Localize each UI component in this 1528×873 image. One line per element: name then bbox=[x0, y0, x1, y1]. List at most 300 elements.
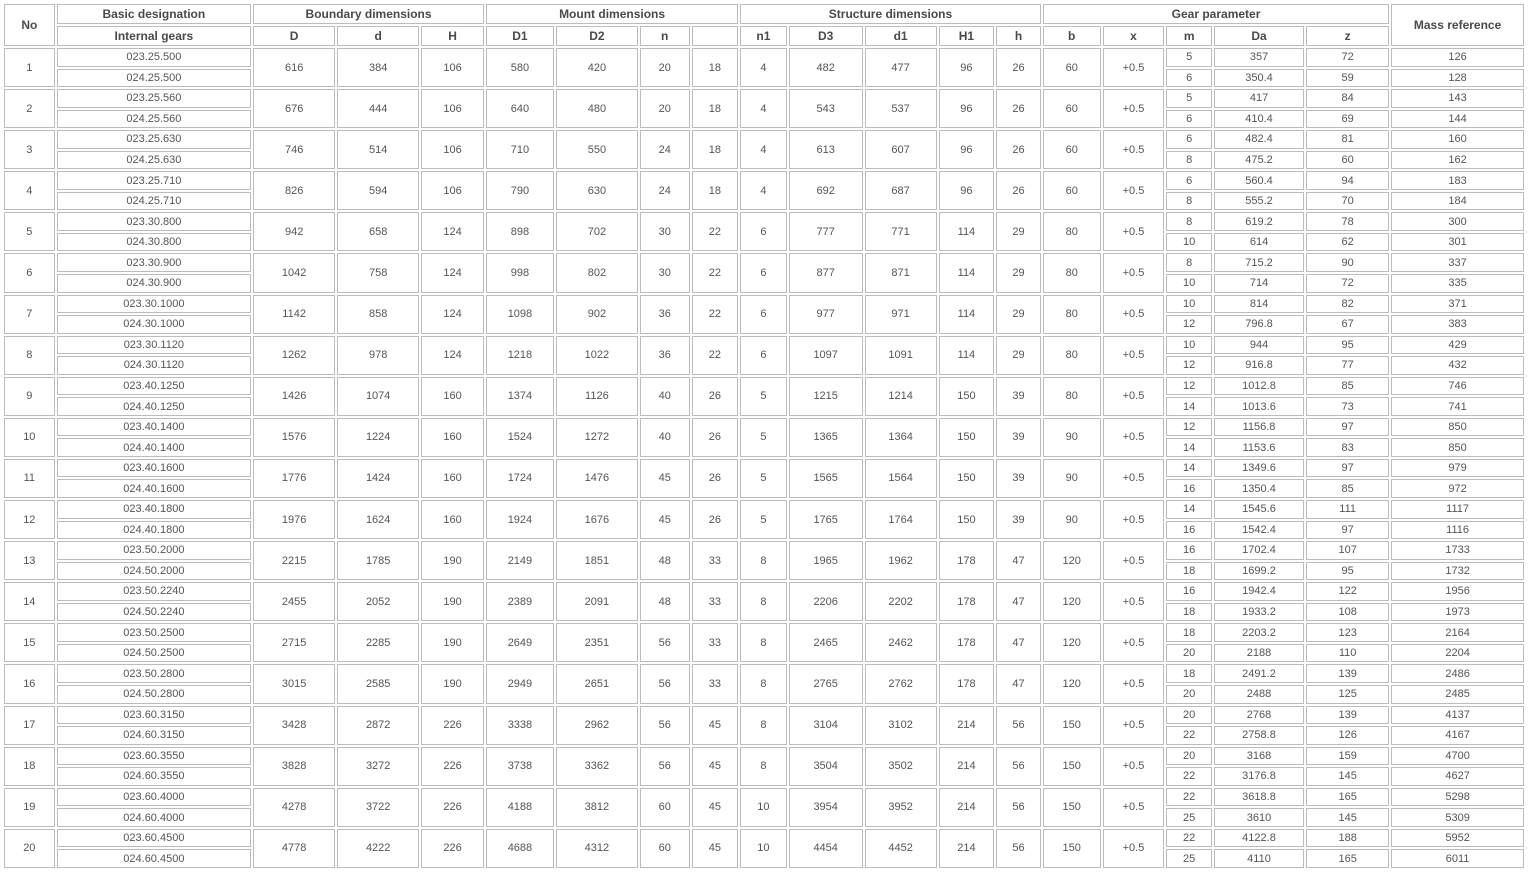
cell-H1: 214 bbox=[939, 706, 995, 745]
cell-mass: 1973 bbox=[1391, 603, 1524, 622]
cell-D2: 420 bbox=[556, 48, 638, 87]
cell-D: 1262 bbox=[253, 336, 335, 375]
cell-z: 62 bbox=[1306, 233, 1389, 252]
cell-H: 106 bbox=[421, 89, 484, 128]
cell-Da: 1942.4 bbox=[1214, 582, 1304, 601]
cell-D1: 998 bbox=[486, 253, 554, 292]
cell-mass: 4700 bbox=[1391, 747, 1524, 766]
row-number: 11 bbox=[4, 459, 55, 498]
header-col-m: m bbox=[1166, 26, 1212, 46]
cell-d: 4222 bbox=[337, 829, 419, 868]
cell-H1: 178 bbox=[939, 664, 995, 703]
cell-h: 56 bbox=[996, 788, 1041, 827]
cell-d1: 607 bbox=[865, 130, 937, 169]
cell-h: 39 bbox=[996, 377, 1041, 416]
cell-b: 80 bbox=[1043, 212, 1101, 251]
designation-cell: 024.25.710 bbox=[57, 192, 251, 211]
cell-h: 29 bbox=[996, 295, 1041, 334]
cell-m: 16 bbox=[1166, 541, 1212, 560]
cell-d: 858 bbox=[337, 295, 419, 334]
cell-h: 29 bbox=[996, 212, 1041, 251]
cell-Da: 417 bbox=[1214, 89, 1304, 108]
cell-b: 90 bbox=[1043, 500, 1101, 539]
header-col-d1: d1 bbox=[865, 26, 937, 46]
cell-H1: 96 bbox=[939, 130, 995, 169]
cell-b: 90 bbox=[1043, 459, 1101, 498]
cell-x: +0.5 bbox=[1103, 623, 1165, 662]
cell-b: 150 bbox=[1043, 829, 1101, 868]
designation-cell: 023.25.560 bbox=[57, 89, 251, 108]
cell-b: 90 bbox=[1043, 418, 1101, 457]
cell-d1: 3952 bbox=[865, 788, 937, 827]
cell-d: 3272 bbox=[337, 747, 419, 786]
cell-z: 72 bbox=[1306, 274, 1389, 293]
designation-cell: 024.40.1800 bbox=[57, 521, 251, 540]
cell-H1: 178 bbox=[939, 582, 995, 621]
cell-z: 139 bbox=[1306, 706, 1389, 725]
cell-H: 124 bbox=[421, 295, 484, 334]
cell-z: 73 bbox=[1306, 397, 1389, 416]
cell-D2: 550 bbox=[556, 130, 638, 169]
cell-n: 30 bbox=[640, 212, 690, 251]
cell-D2: 3362 bbox=[556, 747, 638, 786]
cell-D1: 1924 bbox=[486, 500, 554, 539]
cell-Da: 1699.2 bbox=[1214, 562, 1304, 581]
designation-cell: 024.60.3150 bbox=[57, 726, 251, 745]
cell-H1: 96 bbox=[939, 89, 995, 128]
cell-d1: 1091 bbox=[865, 336, 937, 375]
cell-x: +0.5 bbox=[1103, 171, 1165, 210]
cell-D3: 3104 bbox=[789, 706, 863, 745]
cell-D2: 2651 bbox=[556, 664, 638, 703]
cell-D1: 710 bbox=[486, 130, 554, 169]
cell-H1: 214 bbox=[939, 829, 995, 868]
cell-D3: 613 bbox=[789, 130, 863, 169]
designation-cell: 023.50.2240 bbox=[57, 582, 251, 601]
cell-n: 60 bbox=[640, 829, 690, 868]
cell-Da: 944 bbox=[1214, 336, 1304, 355]
cell-Da: 1349.6 bbox=[1214, 459, 1304, 478]
cell-n: 56 bbox=[640, 747, 690, 786]
cell-x: +0.5 bbox=[1103, 418, 1165, 457]
cell-D2: 1272 bbox=[556, 418, 638, 457]
cell-D1: 2649 bbox=[486, 623, 554, 662]
header-boundary-dimensions: Boundary dimensions bbox=[253, 4, 484, 24]
cell-b: 120 bbox=[1043, 541, 1101, 580]
cell-H1: 96 bbox=[939, 48, 995, 87]
cell-D2: 3812 bbox=[556, 788, 638, 827]
cell-x: +0.5 bbox=[1103, 48, 1165, 87]
cell-Da: 1012.8 bbox=[1214, 377, 1304, 396]
cell-z: 84 bbox=[1306, 89, 1389, 108]
cell-mass: 4627 bbox=[1391, 767, 1524, 786]
cell-n1: 10 bbox=[740, 788, 787, 827]
cell-mass: 1733 bbox=[1391, 541, 1524, 560]
cell-bolt: 22 bbox=[692, 295, 739, 334]
designation-cell: 024.60.4000 bbox=[57, 808, 251, 827]
cell-b: 150 bbox=[1043, 706, 1101, 745]
cell-H: 190 bbox=[421, 541, 484, 580]
table-row bbox=[4, 664, 1524, 683]
cell-Da: 2758.8 bbox=[1214, 726, 1304, 745]
cell-bolt: 26 bbox=[692, 418, 739, 457]
cell-n: 40 bbox=[640, 377, 690, 416]
cell-d1: 3502 bbox=[865, 747, 937, 786]
cell-z: 82 bbox=[1306, 295, 1389, 314]
cell-m: 16 bbox=[1166, 582, 1212, 601]
cell-m: 10 bbox=[1166, 233, 1212, 252]
cell-D: 676 bbox=[253, 89, 335, 128]
cell-n1: 6 bbox=[740, 336, 787, 375]
cell-m: 5 bbox=[1166, 48, 1212, 67]
cell-mass: 1956 bbox=[1391, 582, 1524, 601]
cell-D3: 3954 bbox=[789, 788, 863, 827]
designation-cell: 024.50.2000 bbox=[57, 562, 251, 581]
cell-mass: 2204 bbox=[1391, 644, 1524, 663]
cell-mass: 383 bbox=[1391, 315, 1524, 334]
row-number: 9 bbox=[4, 377, 55, 416]
cell-d1: 3102 bbox=[865, 706, 937, 745]
cell-H1: 150 bbox=[939, 377, 995, 416]
cell-z: 94 bbox=[1306, 171, 1389, 190]
cell-x: +0.5 bbox=[1103, 377, 1165, 416]
cell-m: 10 bbox=[1166, 295, 1212, 314]
cell-D3: 1765 bbox=[789, 500, 863, 539]
cell-D1: 2149 bbox=[486, 541, 554, 580]
cell-H1: 114 bbox=[939, 336, 995, 375]
cell-z: 110 bbox=[1306, 644, 1389, 663]
cell-h: 26 bbox=[996, 48, 1041, 87]
cell-Da: 714 bbox=[1214, 274, 1304, 293]
cell-n1: 4 bbox=[740, 130, 787, 169]
cell-H1: 214 bbox=[939, 788, 995, 827]
cell-z: 70 bbox=[1306, 192, 1389, 211]
cell-n1: 4 bbox=[740, 89, 787, 128]
cell-Da: 3176.8 bbox=[1214, 767, 1304, 786]
table-row bbox=[4, 500, 1524, 519]
cell-m: 20 bbox=[1166, 747, 1212, 766]
designation-cell: 023.60.3150 bbox=[57, 706, 251, 725]
cell-d: 444 bbox=[337, 89, 419, 128]
table-row bbox=[4, 706, 1524, 725]
header-internal-gears: Internal gears bbox=[57, 26, 251, 46]
cell-Da: 1350.4 bbox=[1214, 479, 1304, 498]
cell-mass: 1116 bbox=[1391, 521, 1524, 540]
cell-D3: 3504 bbox=[789, 747, 863, 786]
cell-h: 47 bbox=[996, 582, 1041, 621]
designation-cell: 023.60.3550 bbox=[57, 747, 251, 766]
cell-z: 95 bbox=[1306, 336, 1389, 355]
cell-z: 122 bbox=[1306, 582, 1389, 601]
designation-cell: 023.40.1800 bbox=[57, 500, 251, 519]
designation-cell: 024.50.2500 bbox=[57, 644, 251, 663]
header-gear-parameter: Gear parameter bbox=[1043, 4, 1389, 24]
cell-mass: 143 bbox=[1391, 89, 1524, 108]
cell-m: 6 bbox=[1166, 110, 1212, 129]
cell-H: 160 bbox=[421, 418, 484, 457]
cell-z: 107 bbox=[1306, 541, 1389, 560]
cell-m: 6 bbox=[1166, 69, 1212, 88]
cell-n: 56 bbox=[640, 706, 690, 745]
table-body bbox=[4, 48, 1524, 868]
cell-D2: 802 bbox=[556, 253, 638, 292]
cell-mass: 184 bbox=[1391, 192, 1524, 211]
cell-Da: 1153.6 bbox=[1214, 438, 1304, 457]
cell-bolt: 18 bbox=[692, 48, 739, 87]
cell-x: +0.5 bbox=[1103, 747, 1165, 786]
cell-n: 60 bbox=[640, 788, 690, 827]
cell-z: 69 bbox=[1306, 110, 1389, 129]
table-row bbox=[4, 747, 1524, 766]
designation-cell: 023.60.4000 bbox=[57, 788, 251, 807]
cell-z: 78 bbox=[1306, 212, 1389, 231]
header-col-D3: D3 bbox=[789, 26, 863, 46]
cell-bolt: 18 bbox=[692, 89, 739, 128]
cell-D2: 902 bbox=[556, 295, 638, 334]
cell-H: 160 bbox=[421, 377, 484, 416]
cell-D: 2215 bbox=[253, 541, 335, 580]
cell-Da: 4122.8 bbox=[1214, 829, 1304, 848]
cell-n1: 5 bbox=[740, 500, 787, 539]
cell-mass: 337 bbox=[1391, 253, 1524, 272]
cell-D2: 2962 bbox=[556, 706, 638, 745]
table-row bbox=[4, 89, 1524, 108]
cell-bolt: 26 bbox=[692, 459, 739, 498]
cell-mass: 850 bbox=[1391, 438, 1524, 457]
cell-n: 45 bbox=[640, 459, 690, 498]
cell-D: 826 bbox=[253, 171, 335, 210]
cell-x: +0.5 bbox=[1103, 541, 1165, 580]
designation-cell: 024.25.500 bbox=[57, 69, 251, 88]
cell-D: 1042 bbox=[253, 253, 335, 292]
cell-mass: 972 bbox=[1391, 479, 1524, 498]
cell-b: 80 bbox=[1043, 295, 1101, 334]
cell-Da: 2203.2 bbox=[1214, 623, 1304, 642]
header-row-groups bbox=[4, 4, 1524, 24]
cell-D3: 1965 bbox=[789, 541, 863, 580]
cell-h: 26 bbox=[996, 130, 1041, 169]
cell-D: 2715 bbox=[253, 623, 335, 662]
cell-H: 160 bbox=[421, 500, 484, 539]
cell-mass: 4137 bbox=[1391, 706, 1524, 725]
cell-D3: 2465 bbox=[789, 623, 863, 662]
header-col-H: H bbox=[421, 26, 484, 46]
cell-D2: 630 bbox=[556, 171, 638, 210]
row-number: 8 bbox=[4, 336, 55, 375]
cell-d1: 771 bbox=[865, 212, 937, 251]
cell-d: 514 bbox=[337, 130, 419, 169]
cell-m: 18 bbox=[1166, 623, 1212, 642]
cell-H: 106 bbox=[421, 48, 484, 87]
cell-H: 160 bbox=[421, 459, 484, 498]
cell-b: 150 bbox=[1043, 788, 1101, 827]
cell-D: 1142 bbox=[253, 295, 335, 334]
table-row bbox=[4, 295, 1524, 314]
cell-h: 26 bbox=[996, 89, 1041, 128]
cell-m: 5 bbox=[1166, 89, 1212, 108]
cell-D3: 482 bbox=[789, 48, 863, 87]
cell-x: +0.5 bbox=[1103, 459, 1165, 498]
cell-H: 226 bbox=[421, 788, 484, 827]
designation-cell: 024.60.3550 bbox=[57, 767, 251, 786]
cell-mass: 432 bbox=[1391, 356, 1524, 375]
cell-n: 40 bbox=[640, 418, 690, 457]
cell-z: 111 bbox=[1306, 500, 1389, 519]
cell-Da: 1156.8 bbox=[1214, 418, 1304, 437]
cell-D: 1976 bbox=[253, 500, 335, 539]
cell-D1: 2389 bbox=[486, 582, 554, 621]
designation-cell: 024.30.1000 bbox=[57, 315, 251, 334]
cell-D3: 692 bbox=[789, 171, 863, 210]
cell-bolt: 33 bbox=[692, 541, 739, 580]
table-row bbox=[4, 336, 1524, 355]
cell-mass: 5952 bbox=[1391, 829, 1524, 848]
cell-mass: 429 bbox=[1391, 336, 1524, 355]
designation-cell: 024.30.900 bbox=[57, 274, 251, 293]
cell-Da: 4110 bbox=[1214, 849, 1304, 868]
cell-D: 3828 bbox=[253, 747, 335, 786]
header-structure-dimensions: Structure dimensions bbox=[740, 4, 1041, 24]
cell-H: 106 bbox=[421, 171, 484, 210]
cell-mass: 300 bbox=[1391, 212, 1524, 231]
cell-bolt: 22 bbox=[692, 253, 739, 292]
cell-mass: 741 bbox=[1391, 397, 1524, 416]
designation-cell: 024.25.630 bbox=[57, 151, 251, 170]
cell-x: +0.5 bbox=[1103, 212, 1165, 251]
cell-m: 12 bbox=[1166, 356, 1212, 375]
cell-Da: 3168 bbox=[1214, 747, 1304, 766]
cell-m: 22 bbox=[1166, 788, 1212, 807]
cell-d1: 1564 bbox=[865, 459, 937, 498]
cell-n1: 8 bbox=[740, 706, 787, 745]
cell-D3: 777 bbox=[789, 212, 863, 251]
table-row bbox=[4, 130, 1524, 149]
cell-m: 14 bbox=[1166, 438, 1212, 457]
cell-mass: 5298 bbox=[1391, 788, 1524, 807]
cell-b: 60 bbox=[1043, 89, 1101, 128]
cell-D: 2455 bbox=[253, 582, 335, 621]
cell-mass: 1117 bbox=[1391, 500, 1524, 519]
cell-Da: 350.4 bbox=[1214, 69, 1304, 88]
cell-b: 120 bbox=[1043, 623, 1101, 662]
cell-H: 190 bbox=[421, 664, 484, 703]
cell-z: 145 bbox=[1306, 767, 1389, 786]
cell-n1: 8 bbox=[740, 747, 787, 786]
cell-n1: 8 bbox=[740, 623, 787, 662]
cell-D2: 2091 bbox=[556, 582, 638, 621]
cell-n1: 5 bbox=[740, 377, 787, 416]
cell-h: 47 bbox=[996, 664, 1041, 703]
cell-bolt: 18 bbox=[692, 130, 739, 169]
cell-bolt: 33 bbox=[692, 582, 739, 621]
cell-z: 123 bbox=[1306, 623, 1389, 642]
cell-D: 942 bbox=[253, 212, 335, 251]
cell-H1: 150 bbox=[939, 418, 995, 457]
cell-m: 8 bbox=[1166, 192, 1212, 211]
row-number: 2 bbox=[4, 89, 55, 128]
cell-n: 56 bbox=[640, 623, 690, 662]
cell-D3: 1565 bbox=[789, 459, 863, 498]
cell-Da: 555.2 bbox=[1214, 192, 1304, 211]
cell-z: 85 bbox=[1306, 377, 1389, 396]
table-row bbox=[4, 788, 1524, 807]
cell-x: +0.5 bbox=[1103, 336, 1165, 375]
cell-x: +0.5 bbox=[1103, 253, 1165, 292]
cell-d: 1224 bbox=[337, 418, 419, 457]
header-col-Da: Da bbox=[1214, 26, 1304, 46]
cell-z: 139 bbox=[1306, 664, 1389, 683]
cell-d: 2872 bbox=[337, 706, 419, 745]
cell-mass: 4167 bbox=[1391, 726, 1524, 745]
cell-D3: 1097 bbox=[789, 336, 863, 375]
cell-d1: 4452 bbox=[865, 829, 937, 868]
designation-cell: 023.30.900 bbox=[57, 253, 251, 272]
cell-d1: 687 bbox=[865, 171, 937, 210]
table-row bbox=[4, 459, 1524, 478]
cell-D3: 1365 bbox=[789, 418, 863, 457]
cell-bolt: 45 bbox=[692, 747, 739, 786]
row-number: 19 bbox=[4, 788, 55, 827]
designation-cell: 023.50.2800 bbox=[57, 664, 251, 683]
cell-mass: 126 bbox=[1391, 48, 1524, 67]
cell-d1: 477 bbox=[865, 48, 937, 87]
cell-D: 1426 bbox=[253, 377, 335, 416]
cell-n: 36 bbox=[640, 336, 690, 375]
cell-mass: 371 bbox=[1391, 295, 1524, 314]
designation-cell: 023.25.710 bbox=[57, 171, 251, 190]
cell-D: 3015 bbox=[253, 664, 335, 703]
cell-H1: 114 bbox=[939, 295, 995, 334]
cell-m: 22 bbox=[1166, 726, 1212, 745]
cell-D1: 580 bbox=[486, 48, 554, 87]
header-row-columns bbox=[4, 26, 1524, 46]
row-number: 14 bbox=[4, 582, 55, 621]
cell-n1: 6 bbox=[740, 295, 787, 334]
cell-Da: 619.2 bbox=[1214, 212, 1304, 231]
cell-x: +0.5 bbox=[1103, 706, 1165, 745]
row-number: 16 bbox=[4, 664, 55, 703]
cell-D1: 640 bbox=[486, 89, 554, 128]
cell-m: 25 bbox=[1166, 849, 1212, 868]
cell-x: +0.5 bbox=[1103, 295, 1165, 334]
cell-mass: 2486 bbox=[1391, 664, 1524, 683]
cell-n: 20 bbox=[640, 89, 690, 128]
cell-m: 18 bbox=[1166, 603, 1212, 622]
cell-D1: 1098 bbox=[486, 295, 554, 334]
designation-cell: 024.30.1120 bbox=[57, 356, 251, 375]
cell-H: 124 bbox=[421, 253, 484, 292]
cell-n: 24 bbox=[640, 130, 690, 169]
row-number: 17 bbox=[4, 706, 55, 745]
cell-Da: 1013.6 bbox=[1214, 397, 1304, 416]
cell-Da: 2488 bbox=[1214, 685, 1304, 704]
cell-m: 14 bbox=[1166, 397, 1212, 416]
table-row bbox=[4, 582, 1524, 601]
cell-bolt: 45 bbox=[692, 829, 739, 868]
table-row bbox=[4, 541, 1524, 560]
cell-d: 1074 bbox=[337, 377, 419, 416]
cell-bolt: 22 bbox=[692, 212, 739, 251]
cell-D3: 977 bbox=[789, 295, 863, 334]
cell-H1: 114 bbox=[939, 253, 995, 292]
cell-m: 14 bbox=[1166, 500, 1212, 519]
cell-H1: 114 bbox=[939, 212, 995, 251]
cell-h: 56 bbox=[996, 706, 1041, 745]
cell-d1: 537 bbox=[865, 89, 937, 128]
cell-D2: 1851 bbox=[556, 541, 638, 580]
designation-cell: 024.50.2240 bbox=[57, 603, 251, 622]
header-no: No bbox=[4, 4, 55, 46]
